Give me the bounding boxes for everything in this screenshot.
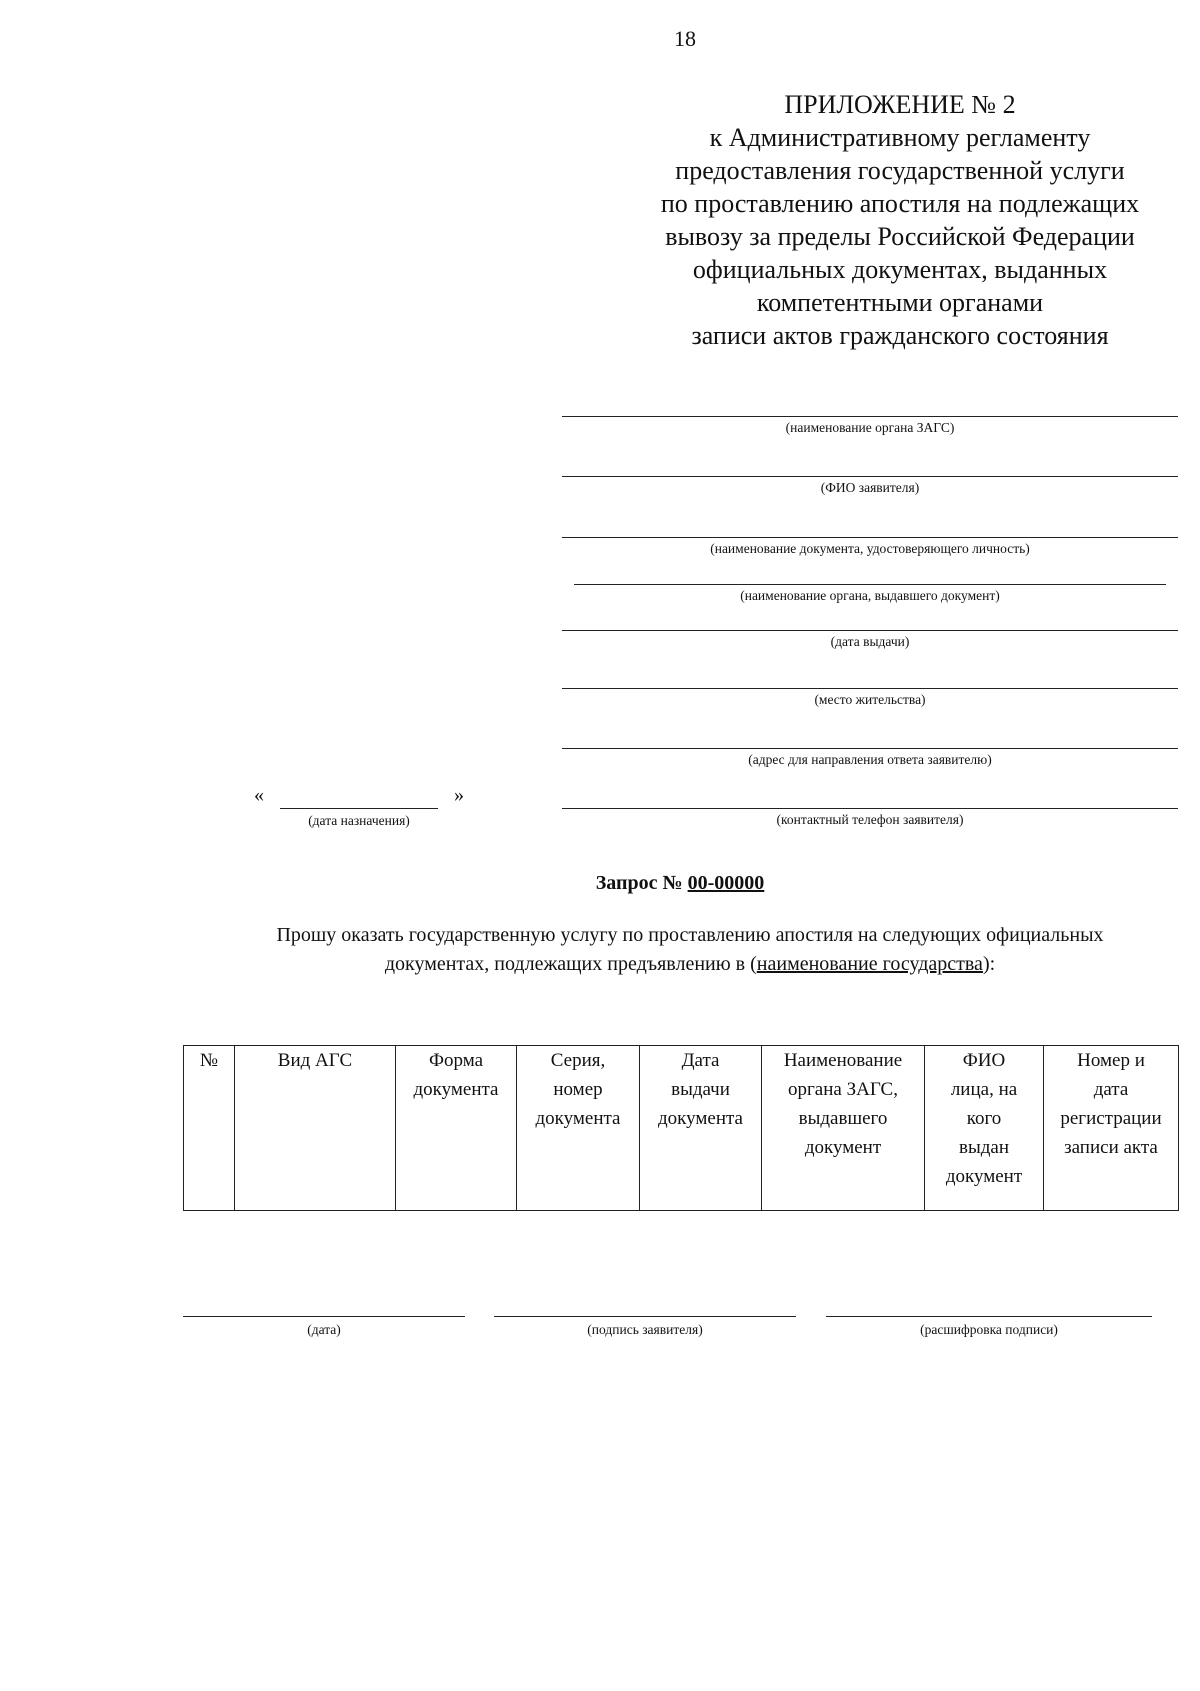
- fill-line: [562, 537, 1178, 538]
- fill-line: [562, 748, 1178, 749]
- identity-document-field[interactable]: [562, 537, 1178, 557]
- appointment-date-field[interactable]: [254, 784, 464, 828]
- field-caption: (ФИО заявителя): [820, 480, 920, 495]
- field-caption: (место жительства): [814, 692, 926, 707]
- appendix-line: по проставлению апостиля на подлежащих: [660, 189, 1140, 218]
- field-caption: (адрес для направления ответа заявителю): [748, 752, 992, 767]
- documents-table: [183, 1045, 1179, 1211]
- state-placeholder: наименование государства: [756, 953, 983, 975]
- column-header-issue-date: Дата выдачи документа: [640, 1046, 762, 1211]
- page-number: 18: [674, 26, 696, 51]
- request-text-line: Прошу оказать государственную услугу по проставлению апостиля на следующих официальных: [276, 924, 1104, 946]
- fill-line: [826, 1316, 1152, 1317]
- issuing-authority-field[interactable]: [574, 584, 1166, 604]
- fill-line: [562, 688, 1178, 689]
- field-caption: (наименование органа ЗАГС): [785, 420, 955, 435]
- appendix-line: официальных документах, выданных: [692, 255, 1108, 284]
- signature-decoding-field[interactable]: [826, 1316, 1152, 1338]
- issue-date-field[interactable]: [562, 630, 1178, 650]
- field-caption: (подпись заявителя): [587, 1322, 703, 1337]
- appendix-line: записи актов гражданского состояния: [691, 321, 1109, 350]
- fill-line: [280, 808, 438, 809]
- request-text-line: [190, 950, 1190, 979]
- fill-line: [574, 584, 1166, 585]
- column-header-number: №: [184, 1046, 235, 1211]
- residence-field[interactable]: [562, 688, 1178, 708]
- fill-line: [183, 1316, 465, 1317]
- appendix-line: компетентными органами: [756, 288, 1044, 317]
- contact-phone-field[interactable]: [562, 808, 1178, 828]
- field-caption: (расшифровка подписи): [920, 1322, 1058, 1337]
- column-header-act-type: Вид АГС: [235, 1046, 396, 1211]
- fill-line: [562, 416, 1178, 417]
- applicant-signature-field[interactable]: [494, 1316, 796, 1338]
- column-header-holder-name: ФИО лица, на кого выдан документ: [925, 1046, 1044, 1211]
- table-header-row: [184, 1046, 1179, 1211]
- field-caption: (дата выдачи): [830, 634, 910, 649]
- fill-line: [562, 476, 1178, 477]
- appendix-line: предоставления государственной услуги: [675, 156, 1125, 185]
- applicant-name-field[interactable]: [562, 476, 1178, 496]
- signature-date-field[interactable]: [183, 1316, 465, 1338]
- reply-address-field[interactable]: [562, 748, 1178, 768]
- request-title-prefix: Запрос №: [595, 872, 683, 894]
- zags-name-field[interactable]: [562, 416, 1178, 436]
- request-title: [0, 872, 1200, 895]
- column-header-document-form: Форма документа: [396, 1046, 517, 1211]
- field-caption: (наименование документа, удостоверяющего личность): [710, 541, 1030, 556]
- open-quote: «: [254, 784, 264, 806]
- column-header-series-number: Серия, номер документа: [517, 1046, 640, 1211]
- field-caption: (наименование органа, выдавшего документ): [740, 588, 1000, 603]
- field-caption: (контактный телефон заявителя): [776, 812, 964, 827]
- request-text: [190, 921, 1190, 979]
- fill-line: [562, 630, 1178, 631]
- request-number: 00-00000: [687, 872, 765, 894]
- request-text-part: ):: [982, 953, 996, 975]
- appendix-header: [620, 88, 1180, 352]
- request-text-part: документах, подлежащих предъявлению в (: [384, 953, 757, 975]
- field-caption: (дата назначения): [308, 813, 410, 828]
- column-header-issuing-office: Наименование органа ЗАГС, выдавшего документ: [762, 1046, 925, 1211]
- column-header-registration-record: Номер и дата регистрации записи акта: [1044, 1046, 1179, 1211]
- fill-line: [494, 1316, 796, 1317]
- appendix-line: вывозу за пределы Российской Федерации: [665, 222, 1135, 251]
- fill-line: [562, 808, 1178, 809]
- appendix-line: к Административному регламенту: [709, 123, 1091, 152]
- appendix-title: ПРИЛОЖЕНИЕ № 2: [784, 90, 1016, 119]
- field-caption: (дата): [307, 1322, 341, 1337]
- close-quote: »: [454, 784, 464, 806]
